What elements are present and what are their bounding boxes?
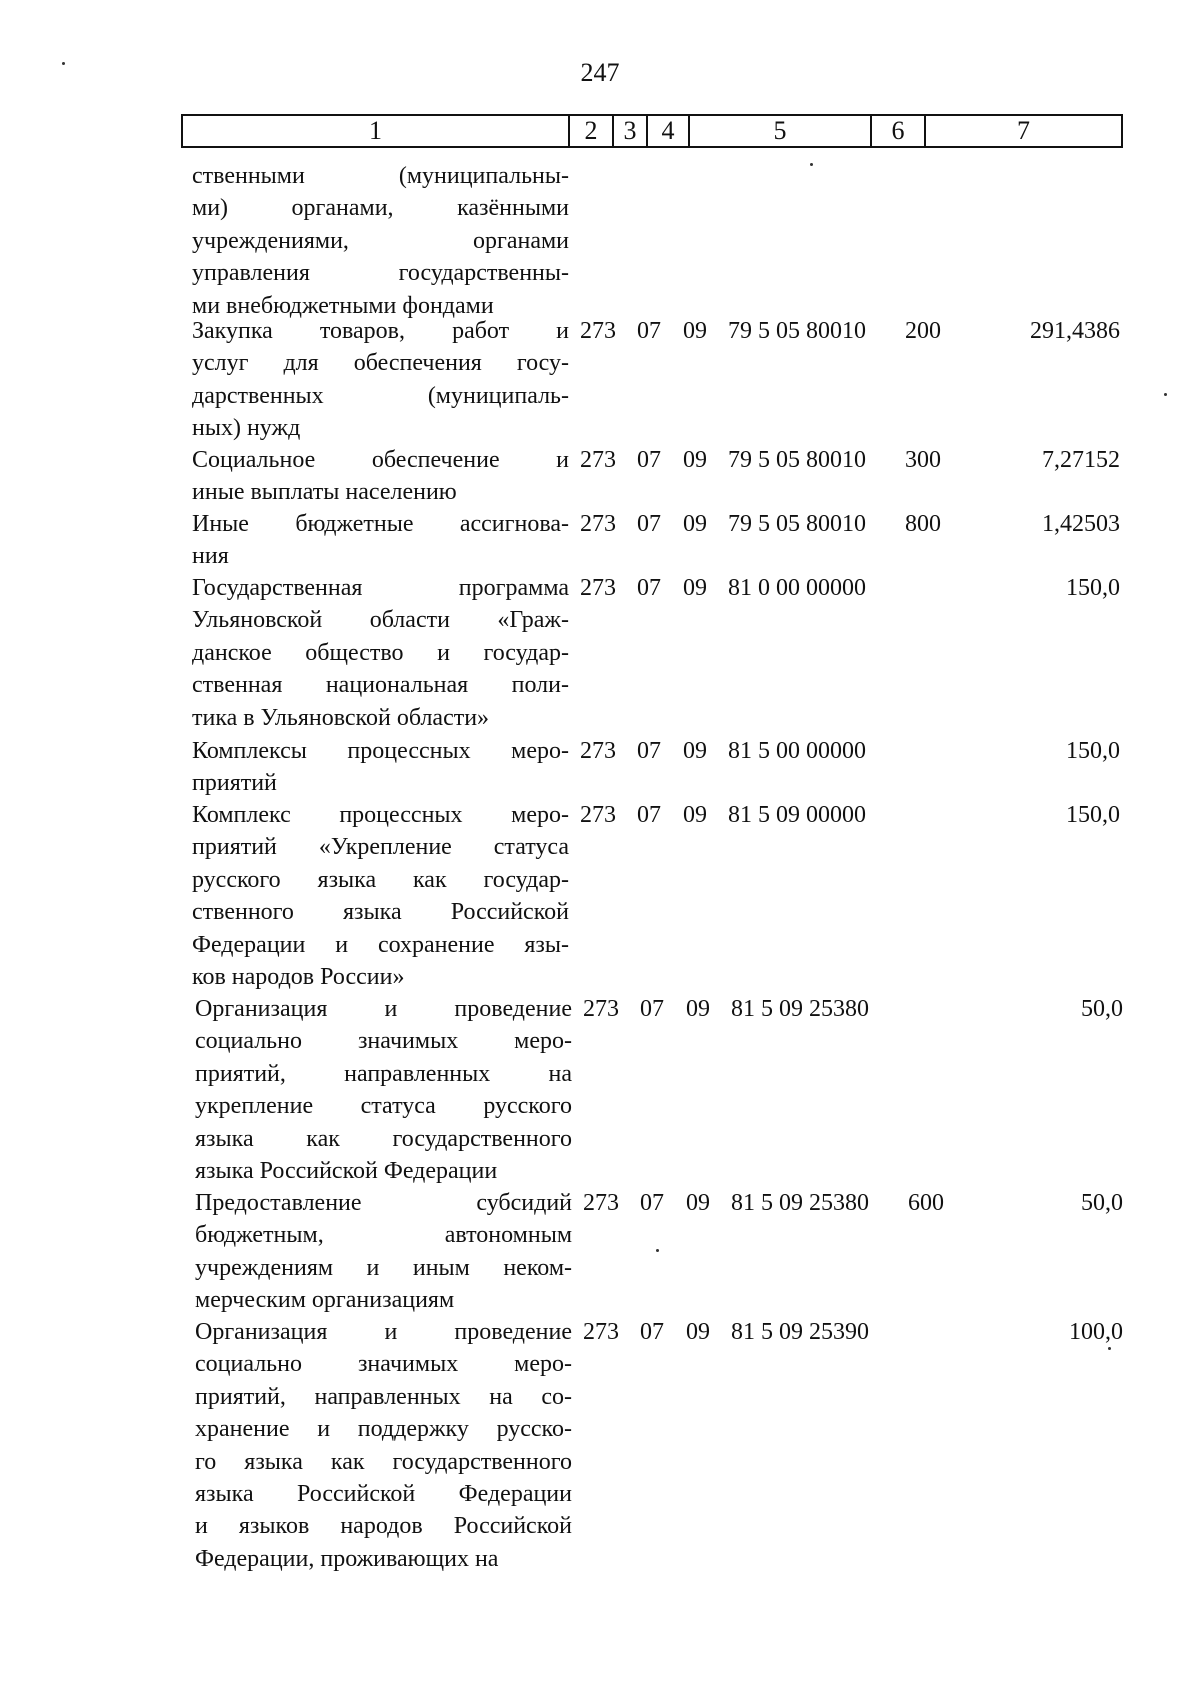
description-line: Закупка товаров, работ и [192, 318, 569, 344]
description-line: языка Российской Федерации [195, 1158, 498, 1185]
description-line: учреждениям и иным неком- [195, 1254, 572, 1281]
admin-code-cell: 273 [583, 1319, 619, 1345]
description-line: Предоставление субсидий [195, 1190, 572, 1216]
section-code-cell: 07 [637, 511, 661, 537]
row-description [195, 993, 572, 1187]
description-line: Комплекс процессных меро- [192, 802, 569, 828]
description-line: Ульяновской области «Граж- [192, 607, 569, 634]
row-description [192, 735, 569, 800]
section-code-cell: 07 [637, 802, 661, 828]
description-line: языка Российской Федерации [195, 1481, 572, 1508]
target-article-cell: 79 5 05 80010 [728, 511, 866, 537]
description-line: Организация и проведение [195, 996, 572, 1022]
subsection-code-cell: 09 [686, 1319, 710, 1345]
section-code-cell: 07 [637, 575, 661, 601]
row-description [192, 315, 569, 445]
admin-code-cell: 273 [580, 738, 616, 764]
description-line: иные выплаты населению [192, 479, 457, 506]
description-line: дарственных (муниципаль- [192, 382, 569, 409]
column-header-7: 7 [925, 115, 1122, 147]
expense-type-cell: 300 [905, 447, 941, 473]
expense-type-cell: 800 [905, 511, 941, 537]
admin-code-cell: 273 [580, 318, 616, 344]
description-line: Федерации и сохранение язы- [192, 931, 569, 958]
description-line: го языка как государственного [195, 1448, 572, 1475]
row-description [195, 1187, 572, 1317]
target-article-cell: 81 5 09 25390 [731, 1319, 869, 1345]
scan-speck [656, 1249, 659, 1252]
description-line: данское общество и государ- [192, 639, 569, 666]
admin-code-cell: 273 [580, 575, 616, 601]
expense-type-cell: 600 [908, 1190, 944, 1216]
subsection-code-cell: 09 [683, 511, 707, 537]
description-line: укрепление статуса русского [195, 1093, 572, 1120]
admin-code-cell: 273 [583, 1190, 619, 1216]
scan-speck [62, 62, 65, 65]
row-description [192, 160, 569, 322]
description-line: русского языка как государ- [192, 866, 569, 893]
target-article-cell: 79 5 05 80010 [728, 318, 866, 344]
description-line: Иные бюджетные ассигнова- [192, 511, 569, 537]
row-description [192, 799, 569, 993]
scan-speck [1108, 1347, 1111, 1350]
column-header-6: 6 [871, 115, 925, 147]
amount-cell: 100,0 [1069, 1319, 1123, 1345]
description-line: ственными (муниципальны- [192, 163, 569, 189]
section-code-cell: 07 [640, 1190, 664, 1216]
column-header-row [182, 115, 1122, 147]
description-line: мерческим организациям [195, 1287, 455, 1314]
admin-code-cell: 273 [583, 996, 619, 1022]
amount-cell: 50,0 [1081, 1190, 1123, 1216]
subsection-code-cell: 09 [683, 802, 707, 828]
description-line: ми) органами, казёнными [192, 195, 569, 222]
description-line: управления государственны- [192, 260, 569, 287]
target-article-cell: 81 5 09 00000 [728, 802, 866, 828]
description-line: ственная национальная поли- [192, 672, 569, 699]
column-header-2: 2 [569, 115, 613, 147]
description-line: учреждениями, органами [192, 227, 569, 254]
description-line: ков народов России» [192, 964, 405, 991]
description-line: Федерации, проживающих на [195, 1545, 499, 1572]
row-description [192, 572, 569, 734]
expense-type-cell: 200 [905, 318, 941, 344]
section-code-cell: 07 [640, 996, 664, 1022]
amount-cell: 1,42503 [1042, 511, 1120, 537]
scan-speck [810, 163, 813, 166]
scan-speck [1164, 393, 1167, 396]
section-code-cell: 07 [640, 1319, 664, 1345]
amount-cell: 150,0 [1066, 802, 1120, 828]
description-line: бюджетным, автономным [195, 1222, 572, 1249]
description-line: Комплексы процессных меро- [192, 738, 569, 764]
subsection-code-cell: 09 [683, 318, 707, 344]
subsection-code-cell: 09 [683, 575, 707, 601]
description-line: тика в Ульяновской области» [192, 704, 490, 731]
amount-cell: 150,0 [1066, 738, 1120, 764]
row-description [195, 1316, 572, 1575]
description-line: хранение и поддержку русско- [195, 1416, 572, 1443]
admin-code-cell: 273 [580, 447, 616, 473]
description-line: приятий, направленных на со- [195, 1383, 572, 1410]
target-article-cell: 81 5 00 00000 [728, 738, 866, 764]
section-code-cell: 07 [637, 318, 661, 344]
page-number: 247 [580, 58, 620, 87]
target-article-cell: 81 5 09 25380 [731, 996, 869, 1022]
amount-cell: 50,0 [1081, 996, 1123, 1022]
subsection-code-cell: 09 [686, 1190, 710, 1216]
column-header-4: 4 [647, 115, 689, 147]
section-code-cell: 07 [637, 447, 661, 473]
admin-code-cell: 273 [580, 802, 616, 828]
subsection-code-cell: 09 [683, 738, 707, 764]
column-header-5: 5 [689, 115, 871, 147]
description-line: социально значимых меро- [195, 1351, 572, 1378]
description-line: Социальное обеспечение и [192, 447, 569, 473]
column-header-1: 1 [182, 115, 569, 147]
target-article-cell: 81 0 00 00000 [728, 575, 866, 601]
subsection-code-cell: 09 [686, 996, 710, 1022]
section-code-cell: 07 [637, 738, 661, 764]
row-description [192, 508, 569, 573]
description-line: ми внебюджетными фондами [192, 292, 494, 319]
description-line: ния [192, 543, 229, 570]
description-line: приятий «Укрепление статуса [192, 834, 569, 861]
target-article-cell: 81 5 09 25380 [731, 1190, 869, 1216]
description-line: языка как государственного [195, 1125, 572, 1152]
amount-cell: 291,4386 [1030, 318, 1120, 344]
amount-cell: 150,0 [1066, 575, 1120, 601]
description-line: услуг для обеспечения госу- [192, 350, 569, 377]
admin-code-cell: 273 [580, 511, 616, 537]
description-line: Организация и проведение [195, 1319, 572, 1345]
description-line: ных) нужд [192, 415, 301, 442]
description-line: ственного языка Российской [192, 899, 569, 926]
subsection-code-cell: 09 [683, 447, 707, 473]
column-header-3: 3 [613, 115, 647, 147]
description-line: приятий, направленных на [195, 1060, 572, 1087]
amount-cell: 7,27152 [1042, 447, 1120, 473]
description-line: приятий [192, 770, 277, 797]
description-line: Государственная программа [192, 575, 569, 601]
column-header-table [181, 114, 1123, 148]
description-line: социально значимых меро- [195, 1028, 572, 1055]
description-line: и языков народов Российской [195, 1513, 572, 1540]
row-description [192, 444, 569, 509]
target-article-cell: 79 5 05 80010 [728, 447, 866, 473]
